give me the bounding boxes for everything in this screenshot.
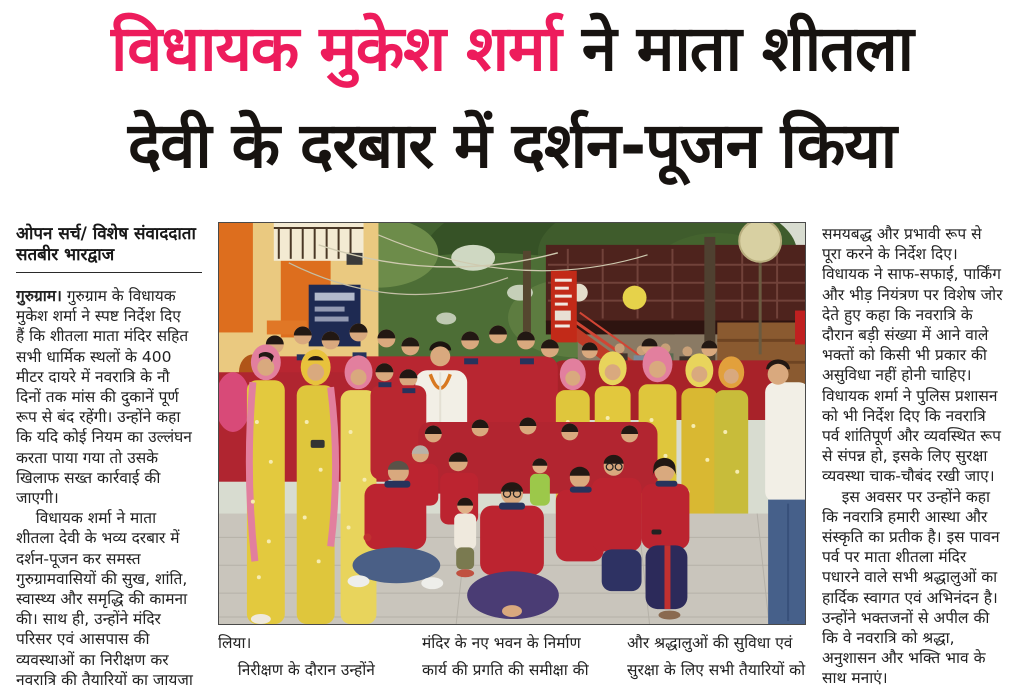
headline-line1 xyxy=(0,0,1024,97)
photo-illustration xyxy=(219,223,805,624)
text-line: विधायक शर्मा ने माता xyxy=(16,509,157,528)
article-column-under-1 xyxy=(218,630,418,692)
text-line: दर्शन-पूजन कर समस्त xyxy=(16,549,141,568)
text-line: करता पाया गया तो उसके xyxy=(16,448,159,467)
text-line: असुविधा नहीं होनी चाहिए। xyxy=(822,366,972,385)
text-line: उन्होंने भक्तजनों से अपील की xyxy=(822,608,990,627)
headline-accent-text: विधायक मुकेश शर्मा xyxy=(110,12,561,85)
text-line: अनुशासन और भक्ति भाव के xyxy=(822,649,986,668)
text-line: नवरात्रि की तैयारियों का जायजा xyxy=(16,670,193,689)
text-line: मंदिर के नए भवन के निर्माण xyxy=(422,634,581,652)
text-line: हार्दिक स्वागत एवं अभिनंदन है। xyxy=(822,588,998,607)
text-line: कि वे नवरात्रि को श्रद्धा, xyxy=(822,629,955,648)
dateline-line xyxy=(16,286,218,306)
text-line: भक्तों को किसी भी प्रकार की xyxy=(822,346,987,365)
text-line: ओपन सर्च/ विशेष संवाददाता xyxy=(16,224,196,244)
left-column-lines xyxy=(16,306,218,690)
text-line: मीटर दायरे में नवरात्रि के नौ xyxy=(16,367,170,386)
text-line: निरीक्षण के दौरान उन्होंने xyxy=(218,661,375,679)
text-line: पर्व पर माता शीतला मंदिर xyxy=(822,548,967,567)
text-line: हैं कि शीतला माता मंदिर सहित xyxy=(16,327,189,346)
text-line: रूप से बंद रहेंगी। उन्होंने कहा xyxy=(16,408,181,427)
text-line: व्यवस्थाओं का निरीक्षण कर xyxy=(16,650,169,669)
text-line: को भी निर्देश दिए कि नवरात्रि xyxy=(822,406,986,425)
text-line: कार्य की प्रगति की समीक्षा की xyxy=(422,661,589,679)
photo-red-banner xyxy=(551,271,577,343)
text-line: स्वास्थ्य और समृद्धि की कामना xyxy=(16,590,188,609)
article-column-under-2 xyxy=(422,630,622,692)
headline xyxy=(0,0,1024,210)
text-line: और भीड़ नियंत्रण पर विशेष जोर xyxy=(822,285,1003,304)
text-line: सुरक्षा के लिए सभी तैयारियों को xyxy=(627,661,806,679)
text-line: विधायक शर्मा ने पुलिस प्रशासन xyxy=(822,386,998,405)
photo-man-white-right xyxy=(765,359,805,624)
text-line: साथ मनाएं। xyxy=(822,669,888,688)
text-line: पूरा करने के निर्देश दिए। xyxy=(822,245,958,264)
text-line: परिसर एवं आसपास की xyxy=(16,630,150,649)
text-line: इस अवसर पर उन्होंने कहा xyxy=(822,487,991,506)
byline-divider xyxy=(16,272,202,273)
dateline-rest: गुरुग्राम के विधायक xyxy=(61,287,176,305)
text-line: सभी धार्मिक स्थलों के 400 xyxy=(16,347,172,366)
text-line: विधायक ने साफ-सफाई, पार्किंग xyxy=(822,265,1001,284)
text-line: और श्रद्धालुओं की सुविधा एवं xyxy=(627,634,793,652)
article-column-right xyxy=(822,224,1022,692)
text-line: सतबीर भारद्वाज xyxy=(16,245,115,265)
dateline: गुरुग्राम। xyxy=(16,287,62,305)
text-line: कि यदि कोई नियम का उल्लंघन xyxy=(16,428,192,447)
text-line: समयबद्ध और प्रभावी रूप से xyxy=(822,225,982,243)
text-line: दौरान बड़ी संख्या में आने वाले xyxy=(822,326,989,345)
text-line: से संपन्न हो, इसके लिए सुरक्षा xyxy=(822,447,988,466)
text-line: लिया। xyxy=(218,634,252,652)
text-line: शीतला देवी के भव्य दरबार में xyxy=(16,529,180,548)
article-photo xyxy=(218,222,806,625)
article-column-left xyxy=(16,286,218,692)
text-line: की। साथ ही, उन्होंने मंदिर xyxy=(16,610,161,629)
text-line: दिनों तक मांस की दुकानें पूर्ण xyxy=(16,388,179,407)
text-line: मुकेश शर्मा ने स्पष्ट निर्देश दिए xyxy=(16,307,181,326)
headline-line2: देवी के दरबार में दर्शन-पूजन किया xyxy=(127,109,897,182)
text-line: जाएगी। xyxy=(16,489,59,508)
byline xyxy=(16,224,216,266)
text-line: व्यवस्था चाक-चौबंद रखी जाए। xyxy=(822,467,995,486)
text-line: गुरुग्रामवासियों की सुख, शांति, xyxy=(16,569,188,588)
text-line: देते हुए कहा कि नवरात्रि के xyxy=(822,305,973,324)
photo-lantern xyxy=(739,223,781,262)
text-line: पधारने वाले सभी श्रद्धालुओं का xyxy=(822,568,998,587)
article-column-under-3 xyxy=(627,630,812,692)
text-line: संस्कृति का प्रतीक है। इस पावन xyxy=(822,528,1000,547)
headline-line1-rest: ने माता शीतला xyxy=(560,12,914,85)
text-line: कि नवरात्रि हमारी आस्था और xyxy=(822,507,988,526)
text-line: खिलाफ सख्त कार्रवाई की xyxy=(16,468,161,487)
text-line: पर्व शांतिपूर्ण और व्यवस्थित रूप xyxy=(822,427,1001,446)
photo-yellow-balloon xyxy=(623,286,647,310)
